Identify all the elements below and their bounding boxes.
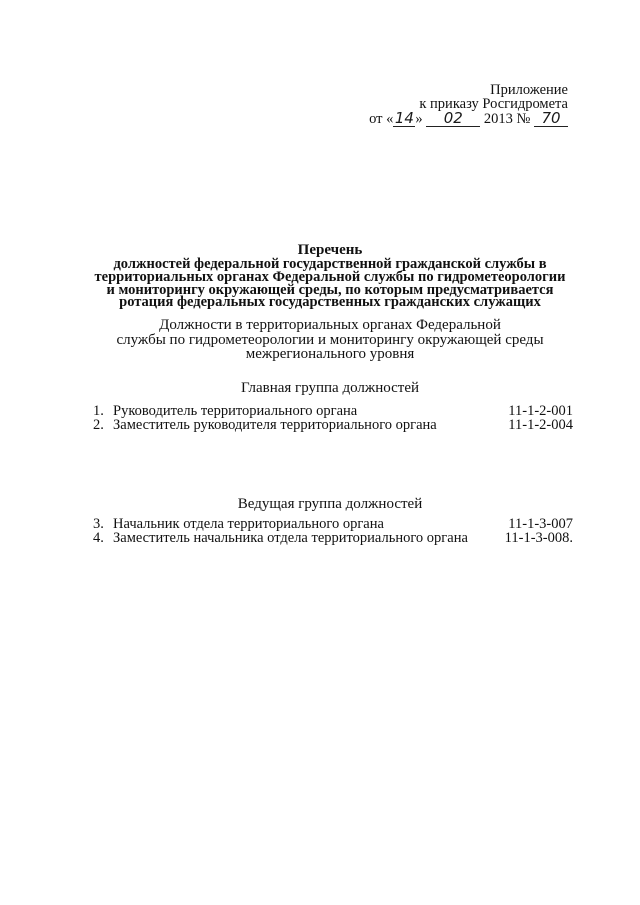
title-heading: Перечень <box>297 242 363 258</box>
order-year: 2013 № <box>483 111 531 127</box>
item-number: 3. <box>93 516 104 532</box>
item-code: 11-1-2-004 <box>508 417 573 433</box>
document-title <box>60 243 600 309</box>
appendix-order-ref: к приказу Росгидромета <box>419 96 568 112</box>
list-item <box>93 531 573 545</box>
item-title: Заместитель начальника отдела территориального органа <box>113 530 468 546</box>
handwritten-order-number: 70 <box>541 109 561 127</box>
handwritten-day: 14 <box>394 109 414 127</box>
title-line: и мониторингу окружающей среды, по которым предусматривается <box>106 281 554 298</box>
item-number: 4. <box>93 530 104 546</box>
item-title: Руководитель территориального органа <box>113 403 358 419</box>
item-number: 2. <box>93 417 104 433</box>
group-heading-lead: Ведущая группа должностей <box>237 496 423 512</box>
position-list-main <box>93 404 573 432</box>
title-line: территориальных органах Федеральной службы по гидрометеорологии <box>94 268 566 285</box>
list-item <box>93 517 573 531</box>
date-quote-close: » <box>415 111 423 127</box>
item-code: 11-1-3-008. <box>504 530 573 546</box>
position-list-lead <box>93 517 573 545</box>
subtitle-line: межрегионального уровня <box>245 346 415 362</box>
list-item <box>93 404 573 418</box>
item-title: Начальник отдела территориального органа <box>113 516 384 532</box>
item-title: Заместитель руководителя территориального органа <box>113 417 437 433</box>
appendix-label: Приложение <box>490 82 568 98</box>
group-heading-main: Главная группа должностей <box>240 380 420 396</box>
item-code: 11-1-2-001 <box>508 403 573 419</box>
list-item <box>93 418 573 432</box>
appendix-block <box>369 83 568 127</box>
subtitle-line: службы по гидрометеорологии и мониторингу окружающей среды <box>116 331 544 348</box>
date-prefix: от « <box>369 111 394 127</box>
section-subtitle <box>60 318 600 362</box>
item-number: 1. <box>93 403 104 419</box>
subtitle-line: Должности в территориальных органах Федеральной <box>159 317 501 333</box>
title-line: ротация федеральных государственных гражданских служащих <box>119 294 541 311</box>
item-code: 11-1-3-007 <box>508 516 573 532</box>
appendix-date-line <box>369 111 568 127</box>
title-line: должностей федеральной государственной гражданской службы в <box>113 256 547 272</box>
handwritten-month: 02 <box>443 109 463 127</box>
